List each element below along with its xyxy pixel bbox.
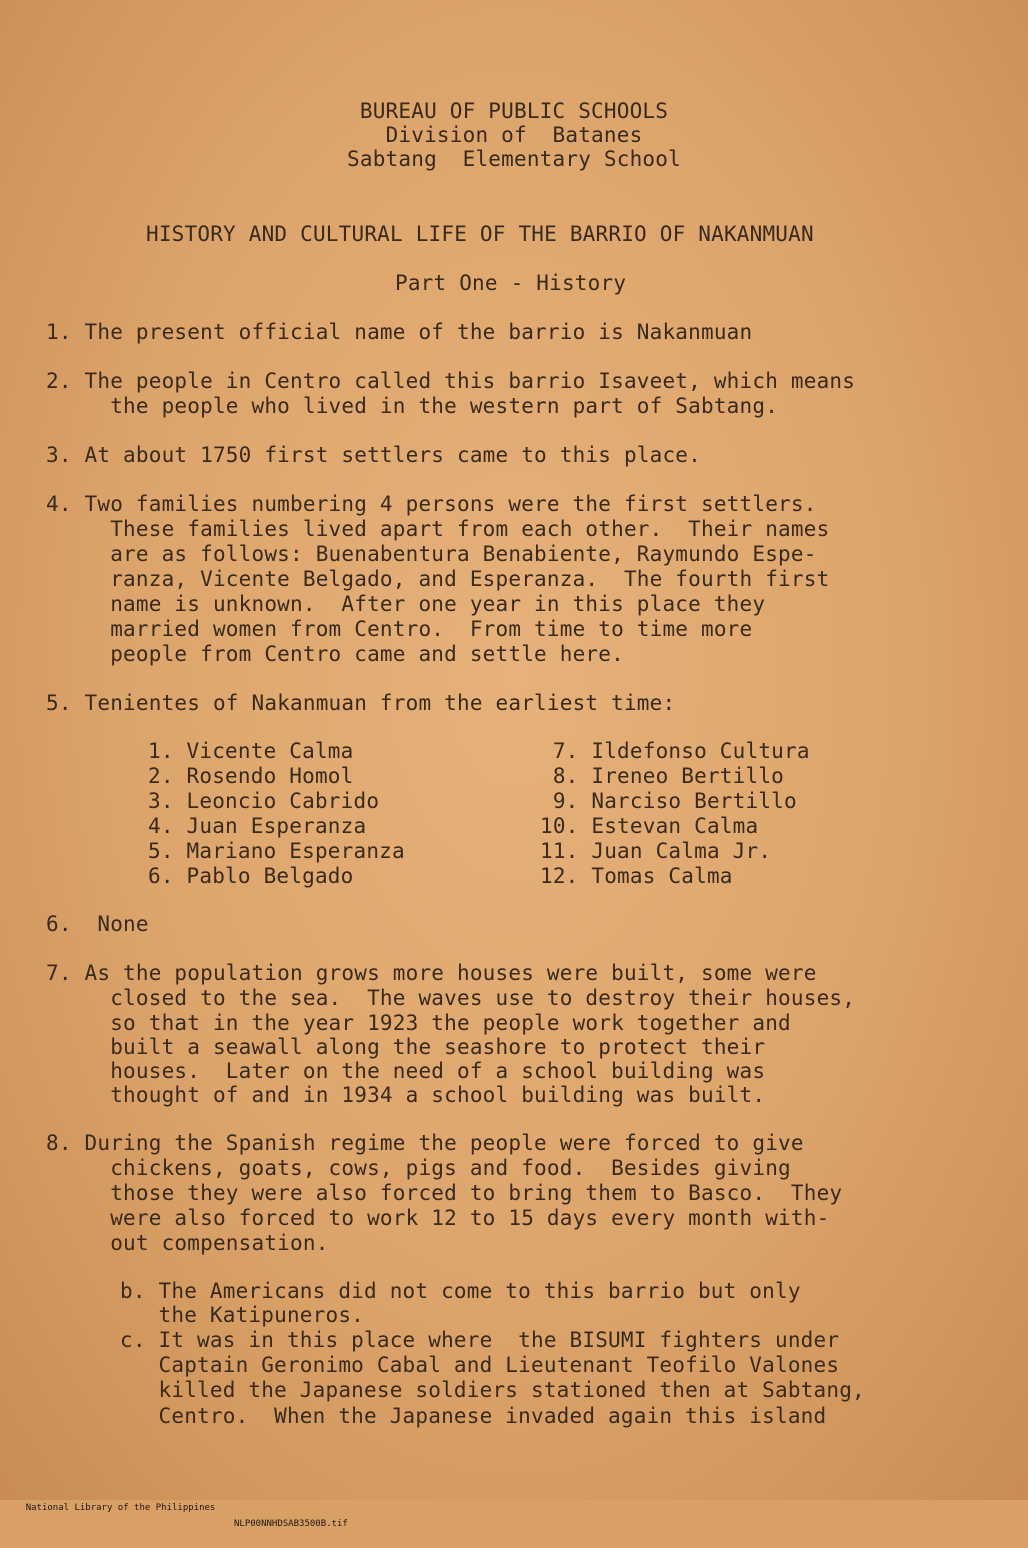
teniente-right: 10. Estevan Calma: [540, 814, 759, 838]
footer-library: National Library of the Philippines: [25, 1503, 216, 1513]
teniente-left: 5. Mariano Esperanza: [148, 839, 405, 863]
item-8-line: out compensation.: [46, 1231, 329, 1255]
teniente-left: 1. Vicente Calma: [148, 739, 354, 763]
item-8c-line: killed the Japanese soldiers stationed then at Sabtang,: [120, 1378, 865, 1402]
teniente-right: 7. Ildefonso Cultura: [540, 739, 810, 763]
item-5: 5. Tenientes of Nakanmuan from the earliest time:: [46, 691, 676, 715]
item-8-line: were also forced to work 12 to 15 days every month with-: [46, 1206, 830, 1230]
item-7-line: closed to the sea. The waves use to destroy their houses,: [46, 986, 856, 1010]
item-8c-line: c. It was in this place where the BISUMI fighters under: [120, 1328, 840, 1352]
item-8-line: chickens, goats, cows, pigs and food. Besides giving: [46, 1156, 791, 1180]
teniente-left: 4. Juan Esperanza: [148, 814, 367, 838]
item-4-line: These families lived apart from each other. Their names: [46, 517, 830, 541]
scan-footer: [0, 1484, 1028, 1529]
item-8c-line: Captain Geronimo Cabal and Lieutenant Teofilo Valones: [120, 1353, 840, 1377]
footer-filename: NLP00NNHDSAB3500B.tif: [234, 1519, 348, 1529]
teniente-right: 11. Juan Calma Jr.: [540, 839, 772, 863]
section-subtitle: Part One - History: [395, 271, 627, 295]
item-4-line: people from Centro came and settle here.: [46, 642, 624, 666]
item-7-line: thought of and in 1934 a school building was built.: [46, 1083, 766, 1107]
item-8-line: those they were also forced to bring them to Basco. They: [46, 1181, 843, 1205]
header-school: Sabtang Elementary School: [347, 147, 681, 171]
item-4-line: ranza, Vicente Belgado, and Esperanza. The fourth first: [46, 567, 830, 591]
teniente-right: 12. Tomas Calma: [540, 864, 733, 888]
item-4-line: 4. Two families numbering 4 persons were the first settlers.: [46, 492, 817, 516]
teniente-left: 2. Rosendo Homol: [148, 764, 354, 788]
item-8b-line: the Katipuneros.: [120, 1303, 365, 1327]
item-4-line: name is unknown. After one year in this place they: [46, 592, 766, 616]
item-7-line: 7. As the population grows more houses were built, some were: [46, 961, 817, 985]
item-4-line: married women from Centro. From time to time more: [46, 617, 753, 641]
item-1: 1. The present official name of the barrio is Nakanmuan: [46, 320, 753, 344]
teniente-right: 8. Ireneo Bertillo: [540, 764, 785, 788]
document-title: HISTORY AND CULTURAL LIFE OF THE BARRIO OF NAKANMUAN: [146, 222, 814, 246]
teniente-left: 6. Pablo Belgado: [148, 864, 354, 888]
item-8b-line: b. The Americans did not come to this barrio but only: [120, 1279, 801, 1303]
item-6: 6. None: [46, 912, 149, 936]
item-2-line: 2. The people in Centro called this barrio Isaveet, which means: [46, 369, 856, 393]
item-7-line: built a seawall along the seashore to protect their: [46, 1035, 766, 1059]
header-bureau: BUREAU OF PUBLIC SCHOOLS: [359, 99, 669, 123]
item-8c-line: Centro. When the Japanese invaded again this island: [120, 1404, 827, 1428]
item-4-line: are as follows: Buenabentura Benabiente, Raymundo Espe-: [46, 542, 817, 566]
item-7-line: so that in the year 1923 the people work together and: [46, 1011, 791, 1035]
header-division: Division of Batanes: [385, 123, 643, 147]
item-2-line: the people who lived in the western part of Sabtang.: [46, 394, 779, 418]
item-3: 3. At about 1750 first settlers came to this place.: [46, 443, 701, 467]
teniente-right: 9. Narciso Bertillo: [540, 789, 797, 813]
teniente-left: 3. Leoncio Cabrido: [148, 789, 380, 813]
item-7-line: houses. Later on the need of a school building was: [46, 1059, 766, 1083]
item-8-line: 8. During the Spanish regime the people were forced to give: [46, 1131, 804, 1155]
